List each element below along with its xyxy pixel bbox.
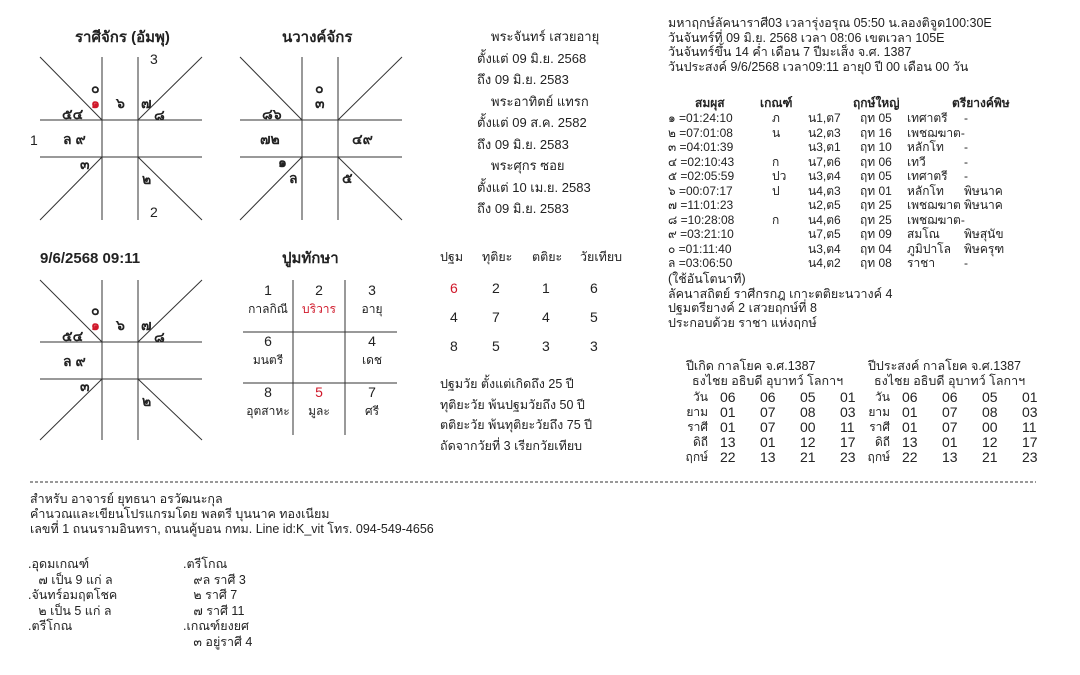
table-cell: 11 [1022, 419, 1037, 435]
table-cell: 5 [492, 338, 500, 354]
table-cell: ป [772, 183, 780, 198]
pumtaksa-label: กาลกิณี [248, 302, 288, 316]
note: .อุดมเกณฑ์ [28, 557, 90, 571]
info-block [668, 16, 992, 74]
table-cell: ฤท 08 [860, 256, 892, 270]
table-cell: น [772, 125, 781, 140]
planet: ล ๙ [63, 131, 86, 147]
note-line: ลัคนาสถิตย์ ราศีกรกฎ เกาะตติยะนวางค์ 4 [668, 286, 893, 301]
table-cell: 23 [840, 449, 856, 465]
pumtaksa-grid [243, 282, 399, 432]
table-cell: ๗ =11:01:23 [668, 198, 734, 212]
table-cell: พิษนาค [964, 183, 1003, 198]
table-cell: ฤท 05 [860, 111, 892, 125]
table-cell: 07 [942, 404, 958, 420]
table-cell: ฤท 04 [860, 241, 892, 256]
pumtaksa-label: มูละ [308, 404, 330, 418]
table-cell: หลักโท [907, 140, 944, 154]
table-cell: ๕ =02:05:59 [668, 169, 735, 183]
table-cell: ฤท 16 [860, 125, 892, 140]
planet: ๘ [154, 107, 165, 123]
house-label: 3 [150, 51, 158, 67]
table-cell: 23 [1022, 449, 1038, 465]
table-cell: 1 [542, 280, 550, 296]
dasa-line: ตั้งแต่ 09 ส.ค. 2582 [477, 115, 587, 130]
column-header: ตรียางค์พิษ [952, 96, 1010, 110]
note: .จันทร์อมฤตโชค [28, 588, 118, 602]
table-cell: 05 [982, 389, 998, 405]
table-cell: ฤท 06 [860, 154, 892, 169]
table-cell: 08 [800, 404, 816, 420]
table-cell: 01 [902, 419, 918, 435]
pumtaksa-label: ศรี [364, 404, 380, 418]
row-label: ยาม [868, 405, 890, 419]
planet: ๕๔ [62, 328, 84, 344]
row-label: ฤกษ์ [867, 450, 890, 464]
table-cell: น4,ต3 [808, 183, 841, 198]
pumtaksa-number: 8 [264, 384, 272, 400]
dasa-line: ถึง 09 มิ.ย. 2583 [477, 136, 569, 152]
table-cell: 01 [840, 389, 856, 405]
pumtaksa-number: 2 [315, 282, 323, 298]
table-cell: 01 [760, 434, 776, 450]
row-label: ยาม [686, 405, 708, 419]
age-note: ทุติยะวัย พ้นปฐมวัยถึง 50 ปี [440, 397, 585, 412]
planet: ล ๙ [63, 353, 86, 369]
table-cell: 4 [450, 309, 458, 325]
table-cell: 4 [542, 309, 550, 325]
credit-line: เลขที่ 1 ถนนรามอินทรา, ถนนคู้บอน กทม. Line id:K_vit โทร. 094-549-4656 [30, 522, 434, 536]
kalayoga-target [850, 359, 1040, 474]
table-cell: ฤท 25 [860, 198, 892, 212]
dasa-periods [477, 26, 599, 220]
age-note: ตติยะวัย พ้นทุติยะวัยถึง 75 ปี [440, 418, 593, 432]
table-cell: 03 [1022, 404, 1038, 420]
table-cell: ล =03:06:50 [668, 256, 733, 270]
pumtaksa-number: 6 [264, 333, 272, 349]
row-label: ดิถี [692, 435, 708, 449]
table-cell: ฤท 25 [860, 212, 892, 227]
info-line: วันจันทร์ที่ 09 มิ.ย. 2568 เวลา 08:06 เขตเวลา 105E [668, 30, 945, 45]
planet: ๖ [116, 317, 125, 333]
table-cell: น2,ต3 [808, 125, 841, 140]
note: ๒ ราศี 7 [183, 588, 238, 602]
table-cell: น3,ต4 [808, 241, 841, 256]
table-cell: 6 [590, 280, 598, 296]
kalayoga-subtitle: ธงไชย อธิบดี อุบาทว์ โลกาฯ [874, 374, 1026, 388]
table-cell: 06 [720, 389, 736, 405]
table-cell: น1,ต7 [808, 111, 841, 125]
table-cell: เพชฌฆาต- [907, 125, 965, 140]
note: .ตรีโกณ [28, 619, 73, 633]
age-notes [440, 374, 592, 456]
dasa-line: พระศุกร ซอย [491, 158, 565, 173]
note: .ตรีโกณ [183, 557, 228, 571]
table-cell: 13 [942, 449, 958, 465]
footer-credits [30, 492, 434, 537]
dasa-line: ตั้งแต่ 09 มิ.ย. 2568 [477, 50, 587, 66]
planet: ๓ [80, 156, 90, 172]
table-cell: 21 [982, 449, 998, 465]
row-label: ดิถี [874, 435, 890, 449]
table-cell: 07 [942, 419, 958, 435]
table-cell: น3,ต1 [808, 140, 841, 154]
planet: ๒ [142, 171, 152, 187]
house-label: 2 [150, 204, 158, 220]
table-cell: - [964, 154, 968, 169]
table-cell: 2 [492, 280, 500, 296]
pumtaksa-number: 5 [315, 384, 323, 400]
note: ๗ ราศี 11 [183, 603, 245, 618]
age-note: ถัดจากวัยที่ 3 เรียกวัยเทียบ [440, 438, 583, 453]
dasa-line: ถึง 09 มิ.ย. 2583 [477, 72, 569, 87]
table-cell: 22 [902, 449, 918, 465]
kalayoga-birth [668, 359, 856, 474]
pumtaksa-number: 4 [368, 333, 376, 349]
table-cell: ฤท 01 [860, 183, 892, 198]
table-cell: น4,ต6 [808, 212, 841, 227]
pumtaksa-number: 1 [264, 282, 272, 298]
table-cell: 17 [1022, 434, 1038, 450]
table-cell: 01 [942, 434, 958, 450]
age-note: ปฐมวัย ตั้งแต่เกิดถึง 25 ปี [440, 377, 574, 391]
table-cell: 3 [590, 338, 598, 354]
planet: ๕ [342, 170, 353, 186]
table-notes [668, 272, 892, 330]
column-header: ปฐม [440, 250, 464, 264]
table-cell: ๖ =00:07:17 [668, 183, 733, 198]
info-line: มหาฤกษ์ลัคนาราศี03 เวลารุ่งอรุณ 05:50 น.ลองติจูด100:30E [668, 16, 992, 30]
table-cell: 07 [760, 419, 776, 435]
table-cell: 6 [450, 280, 458, 296]
pumtaksa-number: 7 [368, 384, 376, 400]
table-cell: 00 [982, 419, 998, 435]
notes-left [28, 557, 117, 635]
house-label: 1 [30, 132, 38, 148]
planet: ๕๔ [62, 106, 84, 122]
table-cell: ฤท 05 [860, 169, 892, 183]
note: ๓ อยู่ราศี 4 [183, 634, 253, 649]
credit-line: สำหรับ อาจารย์ ยุทธนา อรวัฒนะกุล [30, 492, 223, 506]
table-cell: พิษครุฑ [964, 241, 1005, 256]
table-cell: ๑ =01:24:10 [668, 111, 733, 125]
note: ๒ เป็น 5 แก่ ล [28, 603, 112, 618]
column-header: เกณฑ์ [760, 96, 793, 110]
note-line: (ใช้อันโตนาที) [668, 272, 746, 286]
table-cell: - [964, 140, 968, 154]
table-cell: 01 [1022, 389, 1038, 405]
table-cell: 01 [720, 404, 736, 420]
dasa-line: ตั้งแต่ 10 เม.ย. 2583 [477, 179, 591, 195]
table-cell: ๒ =07:01:08 [668, 125, 733, 140]
table-cell: น2,ต5 [808, 198, 841, 212]
table-cell: ก [772, 154, 780, 169]
note-line: ประกอบด้วย ราชา แห่งฤกษ์ [668, 315, 817, 330]
table-cell: 3 [542, 338, 550, 354]
table-cell: 06 [902, 389, 918, 405]
kalayoga-subtitle: ธงไชย อธิบดี อุบาทว์ โลกาฯ [692, 374, 844, 388]
table-cell: น4,ต2 [808, 256, 841, 270]
planet: ล [289, 170, 298, 186]
table-cell: ก [772, 212, 780, 227]
table-cell: 11 [840, 419, 855, 435]
table-cell: ปว [772, 169, 787, 183]
note: .เกณฑ์ยงยศ [183, 619, 249, 633]
planet: ๑ [278, 154, 287, 170]
kalayoga-title: ปีเกิด กาลโยค จ.ศ.1387 [686, 359, 816, 373]
table-cell: น3,ต4 [808, 169, 841, 183]
pumtaksa-label: เดช [361, 353, 383, 367]
table-cell: 5 [590, 309, 598, 325]
pumtaksa-label: บริวาร [302, 302, 336, 316]
table-cell: สมโณ [907, 227, 940, 241]
table-cell: 7 [492, 309, 500, 325]
dasa-line: พระอาทิตย์ แทรก [491, 93, 589, 109]
table-cell: 12 [982, 434, 998, 450]
table-cell: ๐ =01:11:40 [668, 241, 732, 256]
table-cell: 07 [760, 404, 776, 420]
column-header: สมผุส [695, 96, 725, 110]
pumtaksa-label: อุตสาหะ [246, 404, 290, 418]
note-line: ปฐมตรียางค์ 2 เสวยฤกษ์ที่ 8 [668, 301, 817, 315]
planet: ๒ [142, 393, 152, 409]
table-cell: 21 [800, 449, 816, 465]
pumtaksa-label: อายุ [361, 302, 383, 316]
table-cell: พิษนาค [964, 198, 1003, 212]
table-cell: หลักโท [907, 183, 944, 198]
table-cell: 06 [760, 389, 776, 405]
table-cell: เทศาตรี [907, 169, 948, 183]
note: ๙ล ราศี 3 [183, 572, 246, 587]
table-cell: 08 [982, 404, 998, 420]
table-cell: น7,ต5 [808, 227, 841, 241]
table-cell: น7,ต6 [808, 154, 841, 169]
pumtaksa-title: ปูมทักษา [282, 250, 339, 267]
column-header: ฤกษ์ใหญ่ [853, 96, 900, 110]
planet: ๗ [141, 317, 152, 333]
row-label: วัน [693, 390, 708, 404]
table-cell: ราชา [907, 256, 936, 270]
planet: ๘๖ [262, 106, 282, 122]
dasa-line: ถึง 09 มิ.ย. 2583 [477, 201, 569, 216]
column-header: ทุติยะ [482, 250, 513, 264]
table-cell: 13 [720, 434, 736, 450]
rasi-chart-title: ราศีจักร (อัมพุ) [75, 29, 170, 46]
table-cell: ๔ =02:10:43 [668, 154, 735, 169]
table-cell: ๙ =03:21:10 [668, 227, 734, 241]
row-label: ราศี [869, 420, 890, 434]
pumtaksa-label: มนตรี [252, 353, 284, 367]
notes-right [183, 557, 252, 650]
table-cell: 8 [450, 338, 458, 354]
table-cell: 13 [902, 434, 918, 450]
table-cell: 12 [800, 434, 816, 450]
table-cell: เพชฌฆาต [907, 198, 961, 212]
table-cell: 01 [902, 404, 918, 420]
table-cell: ภ [772, 111, 780, 125]
row-label: ฤกษ์ [685, 450, 708, 464]
age-table [440, 250, 630, 370]
table-cell: เพชฌฆาต- [907, 212, 965, 227]
table-cell: 00 [800, 419, 816, 435]
planet: ๓ [315, 95, 325, 111]
planet: ๖ [116, 95, 125, 111]
table-cell: เทวี [907, 154, 926, 169]
planet: ๘ [154, 329, 165, 345]
table-cell: 22 [720, 449, 736, 465]
row-label: วัน [875, 390, 890, 404]
table-cell: - [964, 169, 968, 183]
row-label: ราศี [687, 420, 708, 434]
info-line: วันจันทร์ขึ้น 14 ค่ำ เดือน 7 ปีมะเส็ง จ.ศ. 1387 [668, 45, 912, 59]
navang-chart-title: นวางค์จักร [282, 29, 353, 46]
planet: ๔๙ [352, 131, 373, 147]
pumtaksa-number: 3 [368, 282, 376, 298]
table-cell: เทศาตรี [907, 111, 948, 125]
column-header: ตติยะ [532, 250, 563, 264]
planet: ๑ [91, 317, 100, 333]
table-cell: - [964, 111, 968, 125]
planet: ๑ [91, 95, 100, 111]
planet: ๓ [80, 378, 90, 394]
date-chart-title: 9/6/2568 09:11 [40, 250, 141, 267]
table-cell: ฤท 09 [860, 227, 892, 241]
planet: ๐ [315, 80, 324, 96]
table-cell: 17 [840, 434, 856, 450]
column-header: วัยเทียบ [580, 250, 623, 264]
dasa-line: พระจันทร์ เสวยอายุ [491, 29, 600, 44]
table-cell: 03 [840, 404, 856, 420]
planet: ๗ [141, 95, 152, 111]
table-cell: พิษสุนัข [964, 227, 1004, 241]
planet: ๐ [91, 80, 100, 96]
table-cell: ๓ =04:01:39 [668, 140, 734, 154]
planet: ๐ [91, 302, 100, 318]
table-cell: 01 [720, 419, 736, 435]
table-cell: 05 [800, 389, 816, 405]
kalayoga-title: ปีประสงค์ กาลโยค จ.ศ.1387 [868, 359, 1021, 373]
note: ๗ เป็น 9 แก่ ล [28, 572, 113, 587]
table-cell: 06 [942, 389, 958, 405]
planet: ๗๒ [260, 131, 280, 147]
info-line: วันประสงค์ 9/6/2568 เวลา09:11 อายุ0 ปี 00 เดือน 00 วัน [668, 59, 969, 74]
planet-table [668, 96, 1068, 271]
table-cell: ฤท 10 [860, 140, 892, 154]
table-cell: - [964, 256, 968, 270]
table-cell: 13 [760, 449, 776, 465]
table-cell: ภูมิปาโล [907, 241, 951, 256]
table-cell: ๘ =10:28:08 [668, 212, 735, 227]
credit-line: คำนวณและเขียนโปรแกรมโดย พลตรี บุนนาค ทองเนียม [30, 507, 330, 521]
